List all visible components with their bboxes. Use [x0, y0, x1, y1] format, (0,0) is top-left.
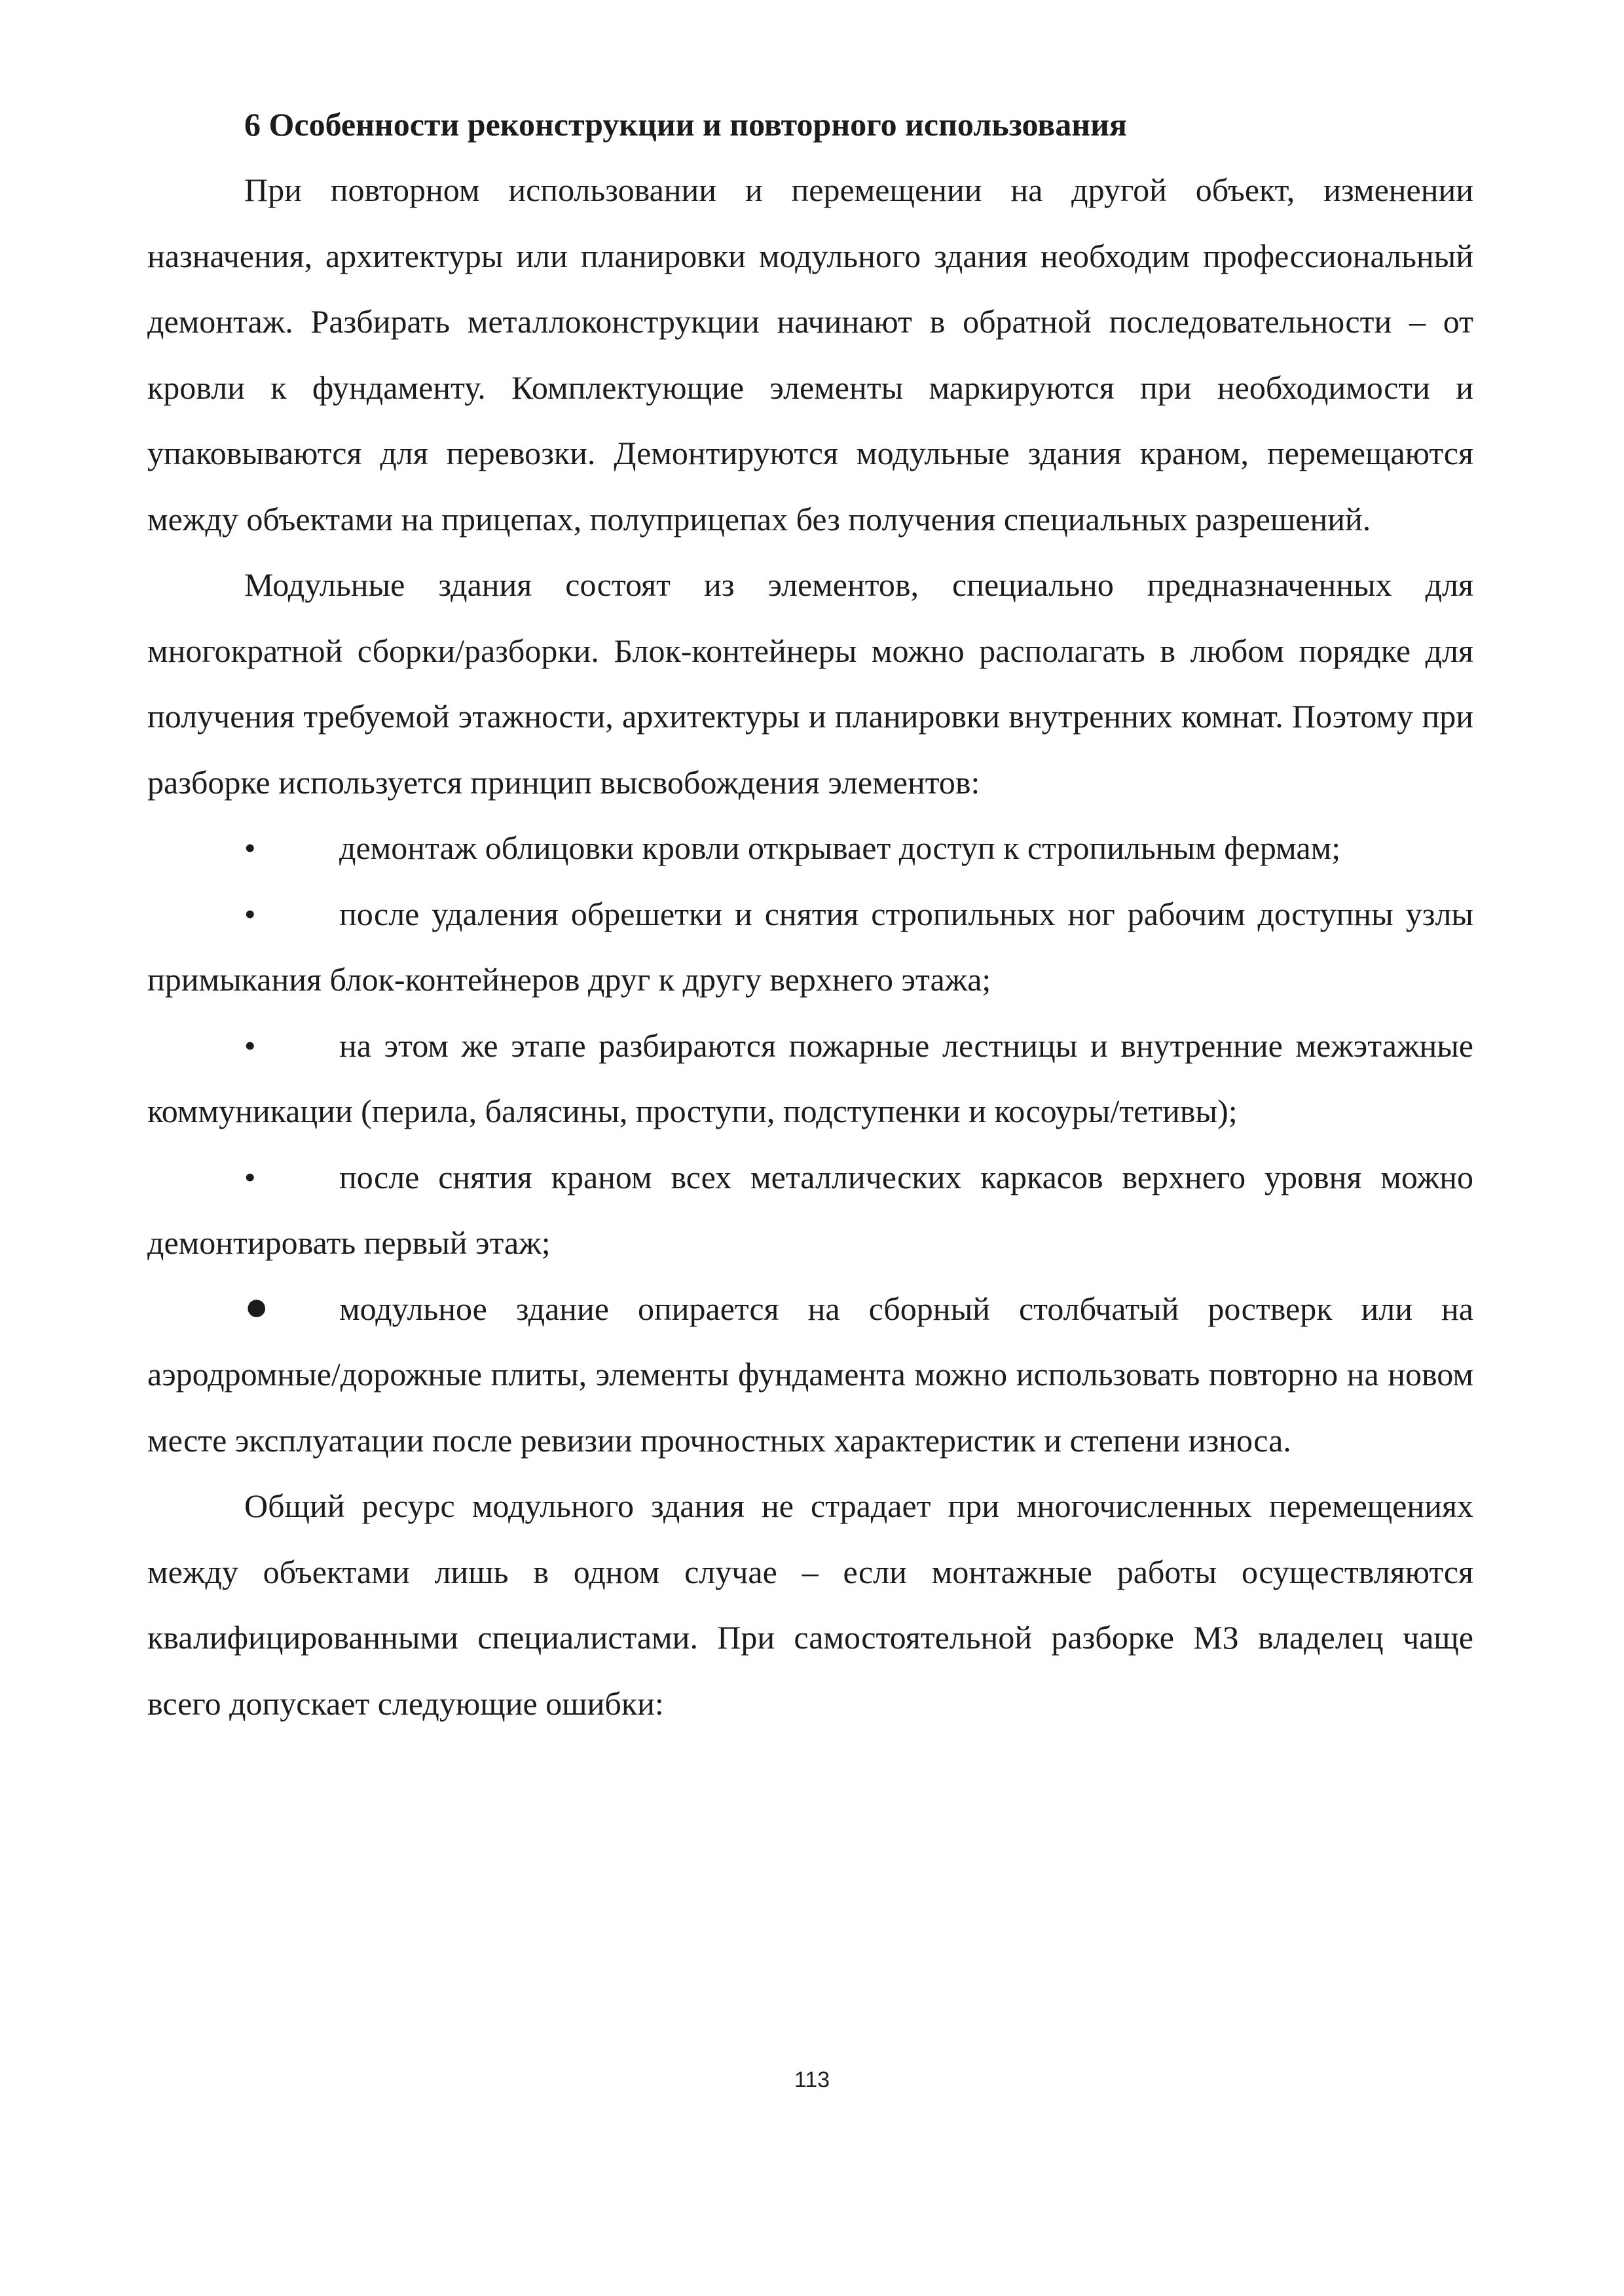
bullet-icon: ●	[244, 1284, 269, 1329]
paragraph-resource: Общий ресурс модульного здания не страдает при многочисленных перемещениях между объектами лишь в одном случае – если монтажные работы осуществляются квалифицированными специалистами. При самостоятельной разборке МЗ владелец чаще всего допускает следующие ошибки:	[147, 1487, 1473, 1722]
list-item-text: на этом же этапе разбираются пожарные лестницы и внутренние межэтажные коммуникации (перила, балясины, проступи, подступенки и косоуры/тетивы);	[147, 1027, 1473, 1129]
text-column	[147, 92, 1473, 1736]
bullet-icon: •	[244, 895, 256, 932]
bullet-icon: •	[244, 829, 256, 866]
paragraph-modular-elements: Модульные здания состоят из элементов, специально предназначенных для многократной сборки/разборки. Блок-контейнеры можно располагать в любом порядке для получения требуемой этажности, архитектуры и планировки внутренних комнат. Поэтому при разборке используется принцип высвобождения элементов:	[147, 566, 1473, 801]
list-item-text: модульное здание опирается на сборный столбчатый ростверк или на аэродромные/дорожные плиты, элементы фундамента можно использовать повторно на новом месте эксплуатации после ревизии прочностных характеристик и степени износа.	[147, 1290, 1473, 1459]
list-item-text: после удаления обрешетки и снятия стропильных ног рабочим доступны узлы примыкания блок-контейнеров друг к другу верхнего этажа;	[147, 895, 1473, 998]
paragraph-dismantling: При повторном использовании и перемещении на другой объект, изменении назначения, архитектуры или планировки модульного здания необходим профессиональный демонтаж. Разбирать металлоконструкции начинают в обратной последовательности – от кровли к фундаменту. Комплектующие элементы маркируются при необходимости и упаковываются для перевозки. Демонтируются модульные здания краном, перемещаются между объектами на прицепах, полуприцепах без получения специальных разрешений.	[147, 172, 1473, 538]
bullet-icon: •	[244, 1158, 256, 1195]
list-item	[147, 1013, 1473, 1144]
list-item	[147, 1144, 1473, 1276]
list-item-text: демонтаж облицовки кровли открывает доступ к стропильным фермам;	[339, 829, 1341, 866]
list-item-text: после снятия краном всех металлических каркасов верхнего уровня можно демонтировать первый этаж;	[147, 1158, 1473, 1261]
section-heading: 6 Особенности реконструкции и повторного использования	[244, 106, 1127, 143]
list-item	[147, 1276, 1473, 1474]
bullet-icon: •	[244, 1027, 256, 1064]
page-number: 113	[794, 2068, 830, 2092]
list-item	[147, 881, 1473, 1013]
list-item	[147, 815, 1473, 881]
